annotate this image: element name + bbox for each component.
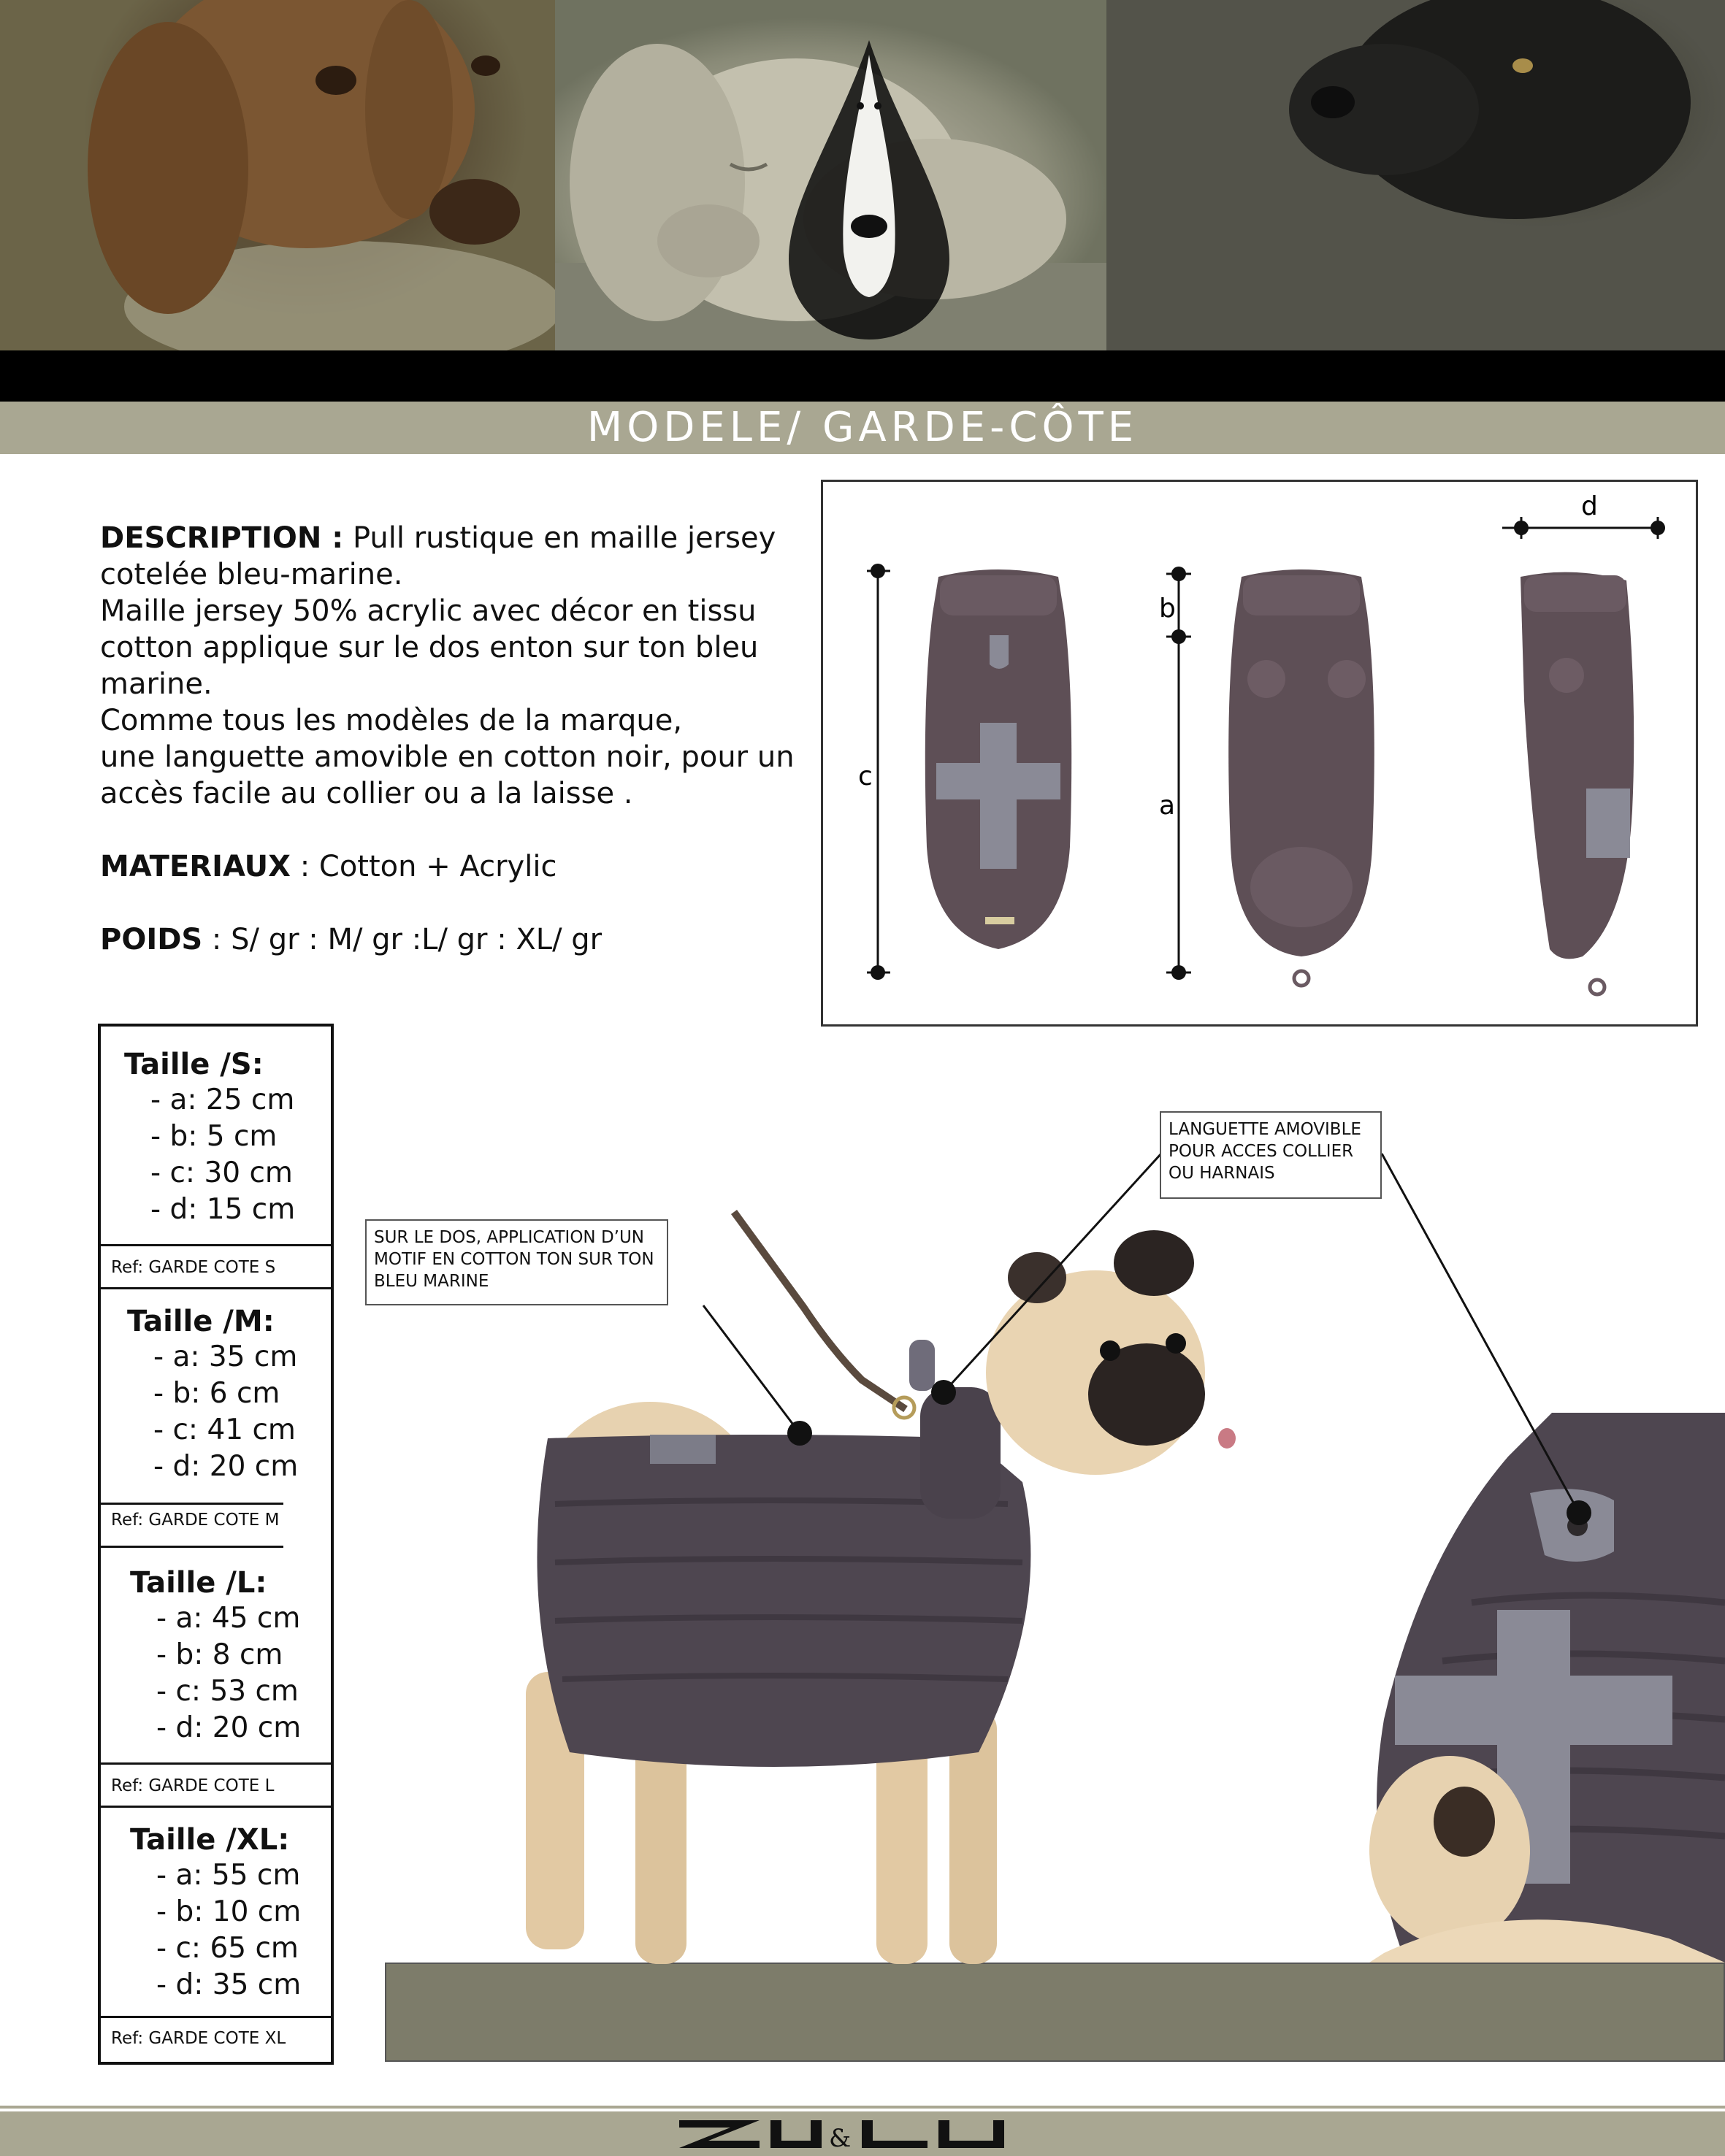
description-line: DESCRIPTION : Pull rustique en maille jersey — [100, 521, 776, 555]
dim-label-d: d — [1581, 491, 1598, 521]
size-dim-c: - c: 30 cm — [150, 1156, 293, 1189]
callout-back-motif — [365, 1219, 668, 1305]
size-block-s — [101, 1047, 354, 1228]
dim-label-a: a — [1159, 791, 1176, 821]
brand-wordmark-logo-icon — [679, 2117, 1066, 2151]
size-dim-a: - a: 35 cm — [153, 1340, 298, 1373]
description-line: cotelée bleu-marine. — [100, 558, 403, 591]
size-dim-b: - b: 5 cm — [150, 1120, 278, 1153]
page-title: MODELE/ GARDE-CÔTE — [586, 404, 1139, 451]
description-block — [100, 520, 830, 958]
size-ref-xl: Ref: GARDE COTE XL — [101, 2016, 331, 2059]
dimension-a-b — [1159, 567, 1191, 980]
materials-value: : Cotton + Acrylic — [291, 850, 557, 883]
dimension-d — [1502, 491, 1665, 539]
weight-line — [100, 921, 830, 958]
callout-line: SUR LE DOS, APPLICATION D’UN — [374, 1228, 645, 1247]
size-ref-s: Ref: GARDE COTE S — [101, 1244, 331, 1289]
sweater-back-view — [925, 569, 1071, 949]
size-dim-b: - b: 8 cm — [156, 1638, 283, 1671]
size-dim-c: - c: 41 cm — [153, 1413, 296, 1446]
callout-line: OU HARNAIS — [1169, 1164, 1275, 1183]
size-block-l — [101, 1565, 360, 1746]
size-title: Taille /L: — [130, 1566, 267, 1600]
callout-line: MOTIF EN COTTON TON SUR TON — [374, 1250, 654, 1269]
size-block-xl — [101, 1822, 360, 2003]
callout-line: POUR ACCES COLLIER — [1169, 1142, 1354, 1161]
size-dim-b: - b: 10 cm — [156, 1895, 302, 1928]
size-dim-c: - c: 65 cm — [156, 1932, 299, 1965]
size-dim-d: - d: 20 cm — [156, 1711, 302, 1744]
dog-photo-right — [1106, 0, 1725, 350]
callout-line: LANGUETTE AMOVIBLE — [1169, 1120, 1361, 1139]
sweater-detail-closeup-photo — [1362, 1413, 1725, 1963]
description-line: accès facile au collier ou a la laisse . — [100, 777, 633, 810]
callout-line: BLEU MARINE — [374, 1272, 489, 1291]
hero-banner — [0, 0, 1725, 350]
description-label: DESCRIPTION : — [100, 521, 344, 555]
size-dim-d: - d: 35 cm — [156, 1968, 302, 2001]
size-dim-b: - b: 6 cm — [153, 1377, 280, 1410]
size-ref-l: Ref: GARDE COTE L — [101, 1762, 331, 1808]
dim-label-c: c — [858, 761, 873, 791]
black-band — [0, 350, 1725, 402]
callout-removable-tab — [1160, 1111, 1382, 1199]
dimension-c — [858, 564, 890, 980]
size-dim-a: - a: 45 cm — [156, 1602, 301, 1635]
size-dim-d: - d: 15 cm — [150, 1193, 296, 1226]
description-line: Maille jersey 50% acrylic avec décor en tissu — [100, 594, 757, 628]
size-title: Taille /M: — [127, 1305, 275, 1338]
size-dim-a: - a: 55 cm — [156, 1859, 301, 1892]
size-ref-m: Ref: GARDE COTE M — [101, 1503, 283, 1548]
sweater-front-view — [1228, 569, 1374, 986]
weight-value: : S/ gr : M/ gr :L/ gr : XL/ gr — [202, 923, 603, 956]
size-title: Taille /S: — [124, 1048, 264, 1081]
size-block-m — [101, 1304, 357, 1485]
description-line: une languette amovible en cotton noir, pour un — [100, 740, 795, 774]
description-line: Comme tous les modèles de la marque, — [100, 704, 683, 737]
measurement-diagram — [821, 480, 1698, 1027]
materials-line — [100, 848, 830, 885]
size-dim-c: - c: 53 cm — [156, 1675, 299, 1708]
brand-drop-logo-icon — [789, 40, 949, 339]
pug-wearing-sweater-photo — [467, 1197, 1329, 2000]
svg-text:&: & — [829, 2124, 852, 2151]
size-dim-d: - d: 20 cm — [153, 1450, 299, 1483]
size-dim-a: - a: 25 cm — [150, 1083, 295, 1116]
weight-label: POIDS — [100, 923, 203, 956]
dim-label-b: b — [1159, 594, 1176, 624]
puppy-photo-left — [0, 0, 555, 350]
description-line: cotton applique sur le dos enton sur ton bleu marine. — [100, 631, 759, 701]
sweater-side-view — [1521, 572, 1634, 994]
materials-label: MATERIAUX — [100, 850, 291, 883]
size-title: Taille /XL: — [130, 1823, 290, 1857]
size-table — [98, 1024, 334, 2065]
footer-rule — [0, 2106, 1725, 2109]
